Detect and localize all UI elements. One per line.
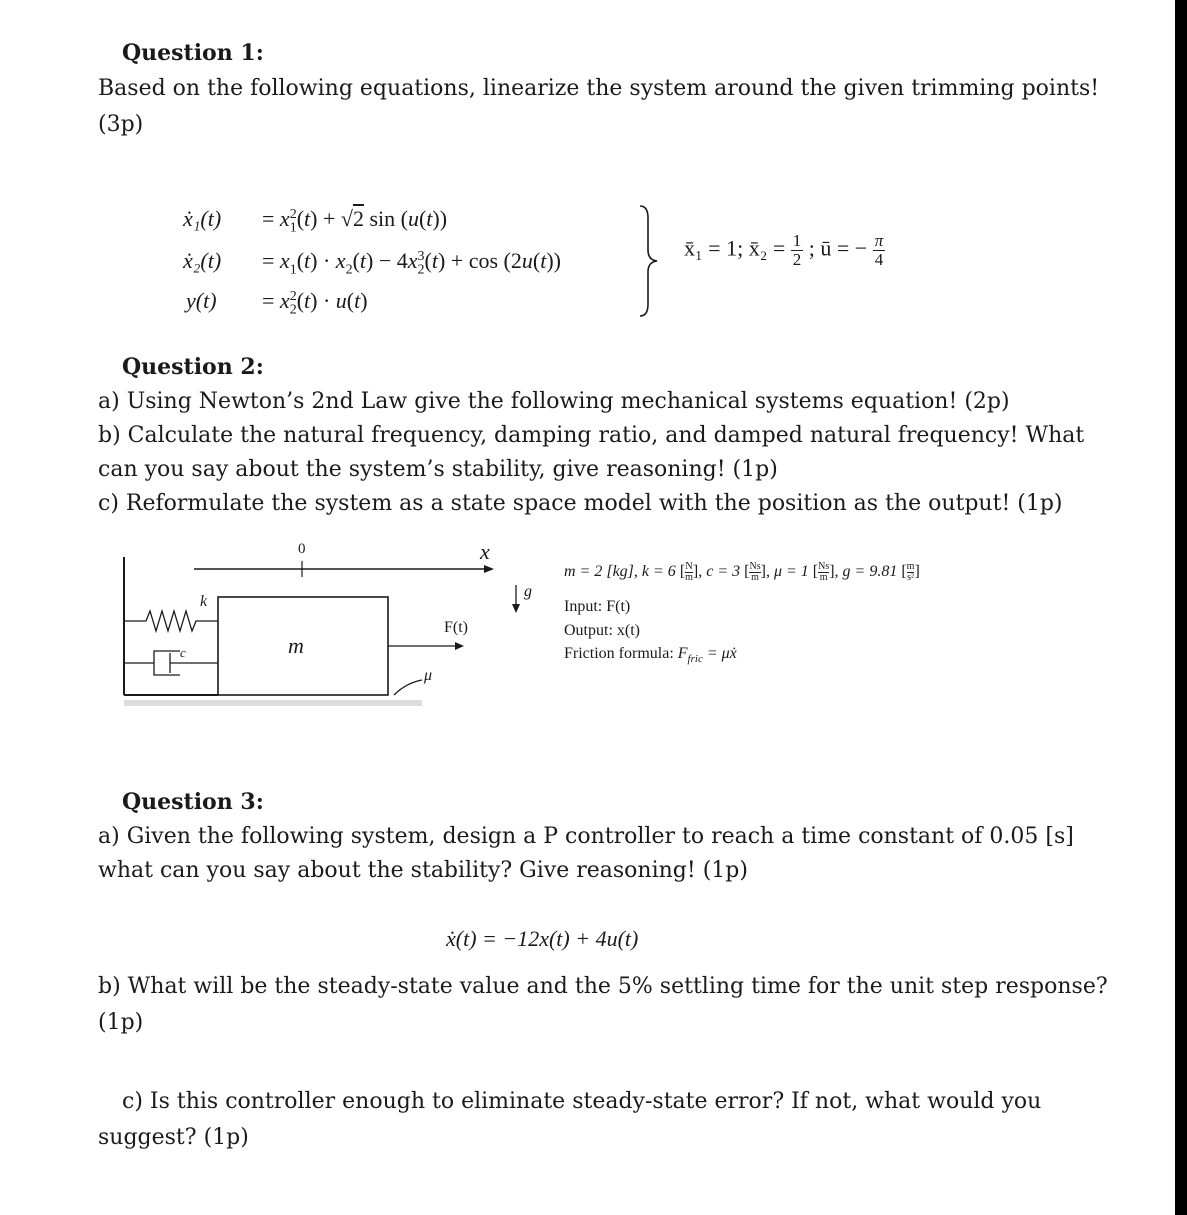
- q3-part-b-line2: (1p): [98, 1010, 144, 1035]
- param-k-unit-num: N: [685, 561, 693, 572]
- q2-part-a: a) Using Newton’s 2nd Law give the following mechanical systems equation! (2p): [98, 389, 1010, 414]
- q3-part-a-line1: a) Given the following system, design a P controller to reach a time constant of 0.05 [s]: [98, 824, 1074, 849]
- q1-eq3-lhs: y(t): [186, 288, 217, 313]
- q2-friction-formula: [564, 645, 737, 665]
- q2-output-label: Output: x(t): [564, 622, 640, 639]
- q3-part-c-line2: suggest? (1p): [98, 1125, 249, 1150]
- q3-equation: ẋ(t) = −12x(t) + 4u(t): [446, 926, 639, 951]
- q1-trim-x2-den: 2: [792, 250, 802, 269]
- q1-trim-points: [684, 232, 885, 269]
- param-g-unit-num: m: [906, 561, 915, 572]
- param-mu-unit: [818, 562, 829, 583]
- diagram-force-label: F(t): [444, 619, 468, 636]
- param-mu: , μ = 1: [765, 563, 809, 581]
- param-c-unit: [749, 562, 760, 583]
- q1-trim-x2-fraction: [791, 232, 804, 269]
- q1-eq1-lhs: ẋ₁(t): [183, 206, 222, 231]
- q1-trim-u-label: ; ū = −: [808, 235, 868, 261]
- q1-trim-u-num: π: [874, 231, 884, 250]
- param-k-unit: [685, 562, 693, 583]
- q2-heading: Question 2:: [122, 354, 264, 380]
- param-c-unit-num: Ns: [749, 561, 761, 572]
- q1-eq2-rhs: = $x_1(t) \cdot x_2(t) - 4x_2^3(t) + \cos (2u(t))$: [262, 248, 561, 278]
- q1-heading: Question 1:: [122, 40, 264, 66]
- diagram-origin-label: 0: [298, 541, 306, 557]
- q1-trim-u-den: 4: [874, 250, 884, 269]
- q1-trim-x2-label: x̄₂ =: [748, 235, 786, 261]
- q3-heading: Question 3:: [122, 789, 264, 815]
- q3-part-b-line1: b) What will be the steady-state value and the 5% settling time for the unit step response?: [98, 974, 1108, 999]
- spring-line: [124, 611, 218, 631]
- q1-points: (3p): [98, 112, 144, 137]
- diagram-friction-label: μ: [424, 667, 433, 684]
- q1-trim-x2-num: 1: [792, 231, 802, 250]
- diagram-mass-label: m: [288, 633, 304, 658]
- q1-prompt: Based on the following equations, linearize the system around the given trimming points!: [98, 76, 1100, 101]
- param-c-unit-den: m: [751, 572, 759, 583]
- param-m-k: m = 2 [kg], k = 6: [564, 563, 676, 581]
- q2-part-c: c) Reformulate the system as a state space model with the position as the output! (1p): [98, 491, 1063, 516]
- q1-eq2-lhs: ẋ₂(t): [183, 248, 222, 273]
- q1-trim-x1: x̄₁ = 1;: [684, 235, 744, 261]
- force-arrowhead: [455, 642, 464, 650]
- param-k-unit-den: m: [685, 572, 693, 583]
- q2-params-line: m = 2 [kg], k = 6 [ $\frac{N}{m}$ ], c = 3 [ $\frac{Ns}{m}$ ], μ = 1 [ $\frac{Ns}{m}$ ], g = 9.81 [ $\frac{m}{\text{s²}}$ ]: [564, 561, 920, 583]
- mechanical-diagram: [110, 535, 550, 715]
- q3-part-c-line1: c) Is this controller enough to eliminate steady-state error? If not, what would you: [122, 1089, 1042, 1114]
- q1-eq3-rhs: = $x_2^2(t) \cdot u(t)$: [262, 288, 368, 318]
- param-g-unit: [907, 562, 915, 583]
- x-axis-arrowhead: [484, 565, 494, 573]
- q1-brace: [638, 204, 660, 318]
- q2-part-b-line2: can you say about the system’s stability, give reasoning! (1p): [98, 457, 778, 482]
- param-g-unit-den: s²: [907, 572, 914, 583]
- param-g: , g = 9.81: [834, 563, 898, 581]
- gravity-arrowhead: [512, 604, 520, 613]
- q2-friction-formula-math: $F_{fric}$ = μẋ: [677, 645, 737, 666]
- q1-trim-u-fraction: [873, 232, 886, 269]
- param-mu-unit-num: Ns: [818, 561, 830, 572]
- q3-part-a-line2: what can you say about the stability? Give reasoning! (1p): [98, 858, 748, 883]
- diagram-x-label: x: [480, 539, 490, 564]
- diagram-damper-label: c: [180, 645, 186, 660]
- param-c: , c = 3: [698, 563, 741, 581]
- param-mu-unit-den: m: [819, 572, 828, 583]
- q2-input-label: Input: F(t): [564, 598, 631, 615]
- q2-part-b-line1: b) Calculate the natural frequency, damping ratio, and damped natural frequency! What: [98, 423, 1085, 448]
- friction-surface: [394, 680, 422, 695]
- page-edge-bar: [1175, 0, 1187, 1215]
- diagram-gravity-label: g: [524, 583, 532, 600]
- q2-friction-formula-label: Friction formula:: [564, 645, 674, 662]
- q1-eq1-rhs: = $x_1^2(t) + √2$ sin (u(t)): [262, 206, 448, 236]
- diagram-spring-label: k: [200, 593, 208, 610]
